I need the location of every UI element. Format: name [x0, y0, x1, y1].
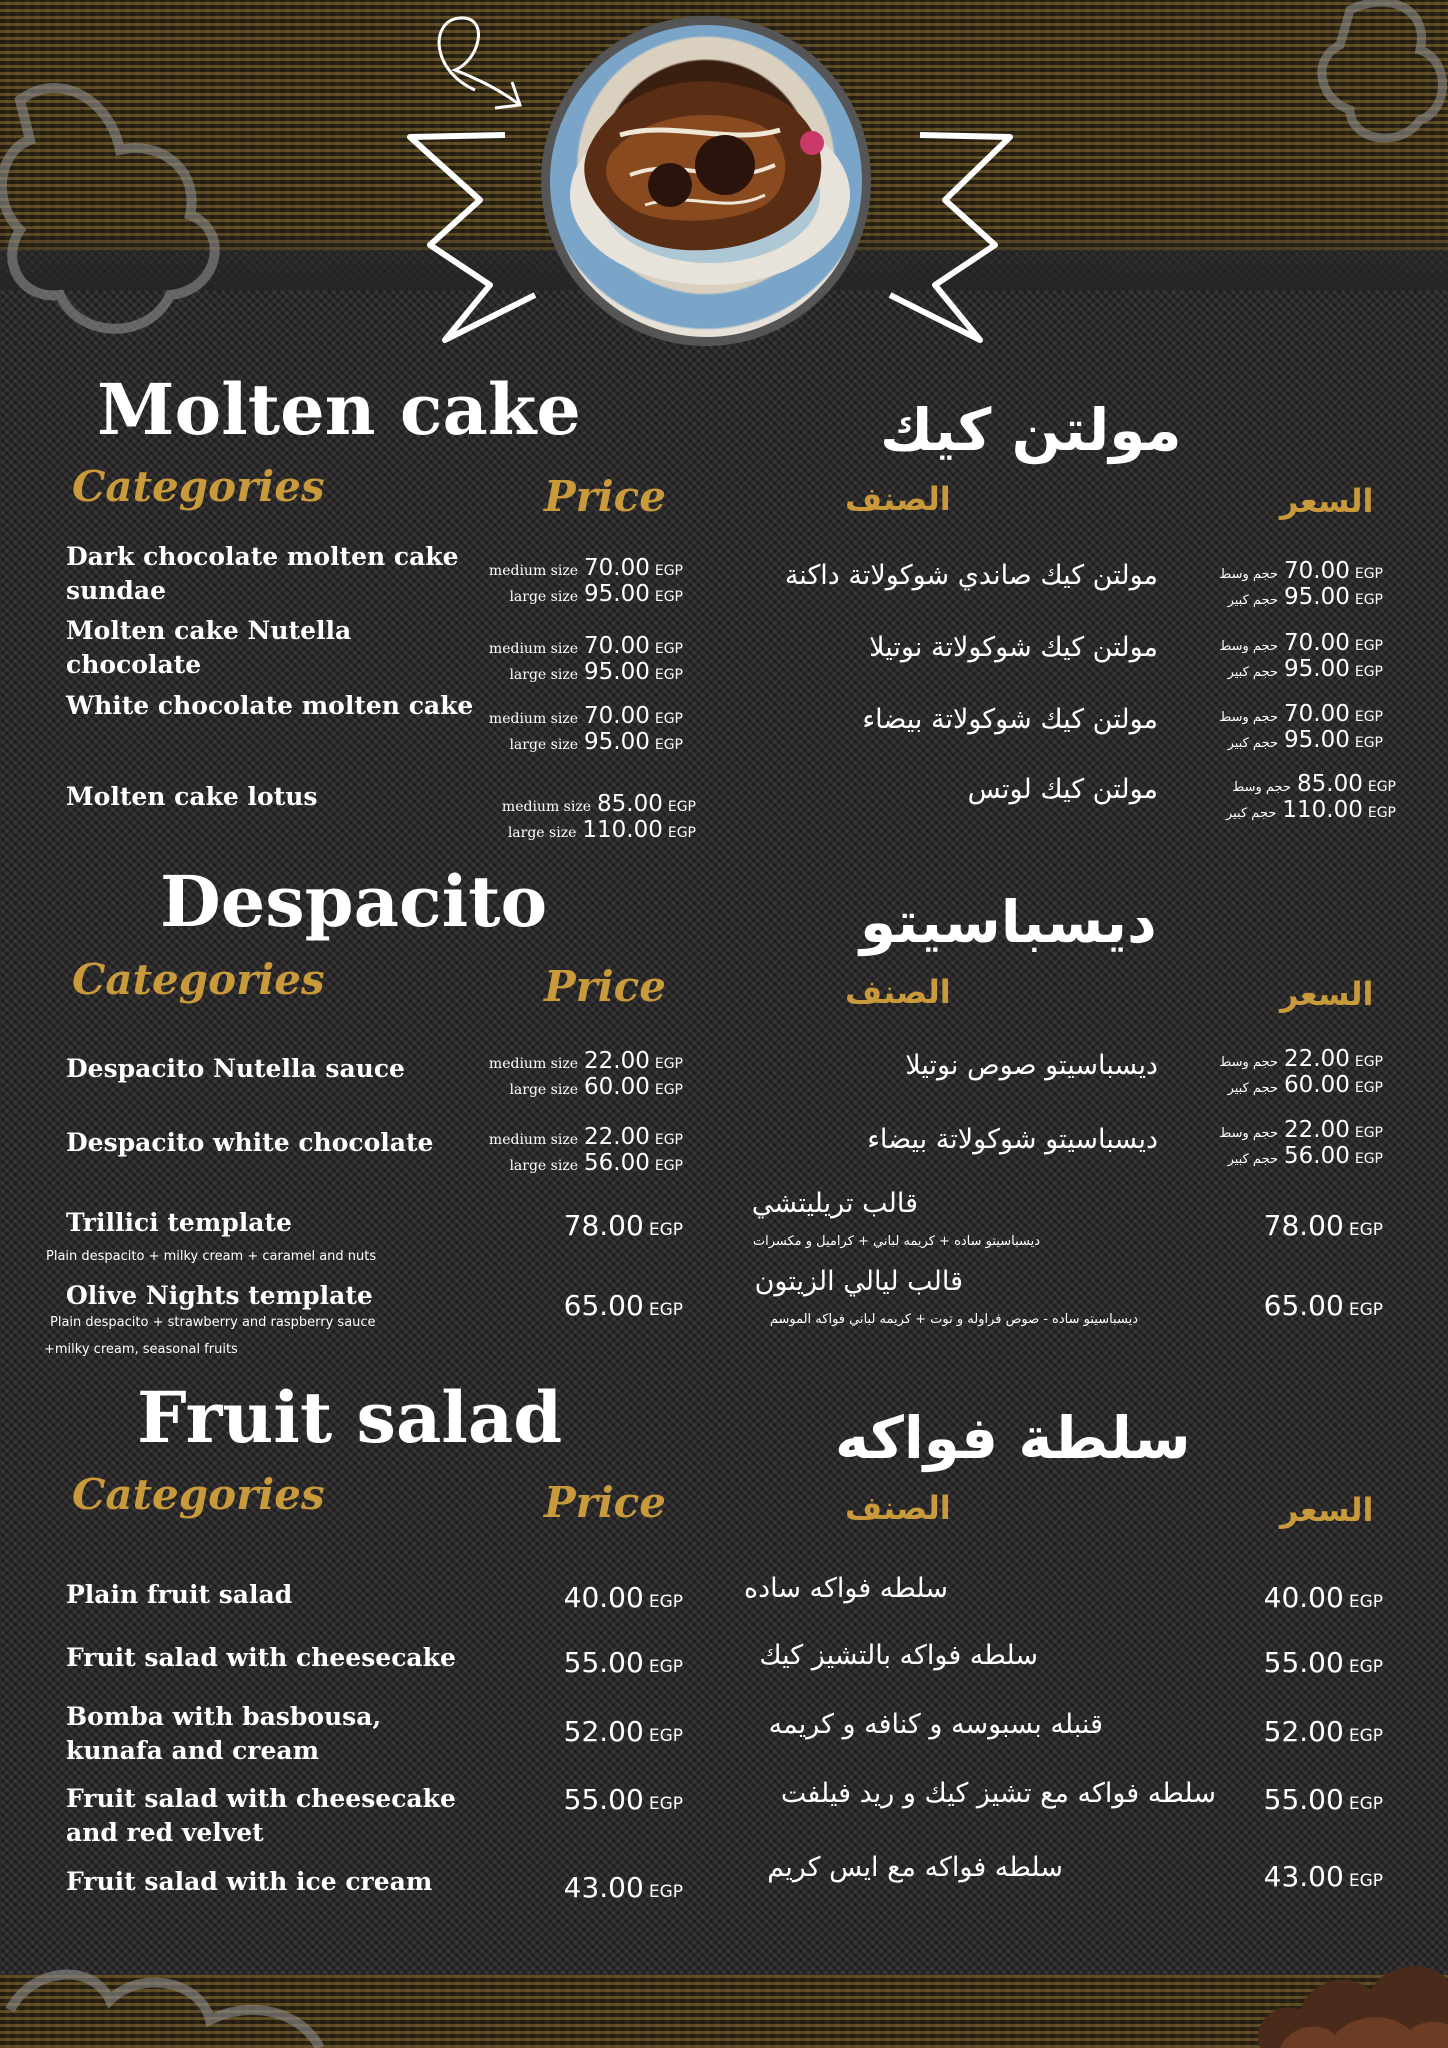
currency: EGP	[1348, 1871, 1383, 1891]
menu-item-name-ar: سلطه فواكه ساده	[743, 1573, 948, 1604]
column-header-category-ar: الصنف	[845, 480, 951, 518]
menu-item-name-ar: مولتن كيك لوتس	[967, 774, 1158, 805]
price-value: 85.00	[597, 791, 663, 817]
price-value: 65.00	[1263, 1289, 1344, 1322]
size-label-ar: حجم كبير	[1227, 593, 1278, 608]
currency: EGP	[648, 1726, 683, 1746]
currency: EGP	[648, 1300, 683, 1320]
currency: EGP	[654, 1158, 683, 1174]
price-single-ar	[1264, 1857, 1383, 1901]
size-label: medium size	[488, 711, 578, 727]
price-single-ar	[1264, 1286, 1383, 1330]
price-value: 43.00	[563, 1871, 644, 1904]
size-label-ar: حجم كبير	[1227, 1152, 1278, 1167]
currency: EGP	[654, 563, 683, 579]
currency: EGP	[1354, 664, 1383, 680]
menu-item-name: Despacito white chocolate	[66, 1128, 434, 1157]
price-block-ar	[1219, 1046, 1383, 1098]
price-value: 40.00	[563, 1581, 644, 1614]
size-label: large size	[509, 667, 578, 683]
size-label: large size	[509, 1082, 578, 1098]
price-single-ar	[1264, 1712, 1383, 1756]
size-label-ar: حجم كبير	[1225, 806, 1277, 821]
price-value: 43.00	[1263, 1860, 1344, 1893]
price-block-ar	[1219, 630, 1383, 682]
price-block-ar	[1219, 701, 1383, 753]
cookie-outline-decoration-left	[0, 40, 250, 340]
size-label: large size	[509, 1158, 578, 1174]
currency: EGP	[654, 737, 683, 753]
column-header-categories: Categories	[72, 1470, 325, 1519]
size-label-ar: حجم كبير	[1227, 736, 1278, 751]
currency: EGP	[654, 711, 683, 727]
price-single-ar	[1264, 1206, 1383, 1250]
currency: EGP	[654, 1132, 683, 1148]
price-value: 22.00	[584, 1124, 650, 1150]
menu-item-description-ar: ديسباسيتو ساده + كريمه لباني + كراميل و مكسرات	[752, 1234, 1040, 1249]
price-value: 95.00	[584, 581, 650, 607]
menu-item-description: +milky cream, seasonal fruits	[44, 1342, 238, 1357]
cookie-outline-decoration-right	[1310, 0, 1448, 150]
column-header-category-ar: الصنف	[845, 1489, 951, 1527]
currency: EGP	[654, 667, 683, 683]
currency: EGP	[648, 1794, 683, 1814]
column-header-price-ar: السعر	[1280, 482, 1374, 520]
price-single-ar	[1264, 1780, 1383, 1824]
price-value: 22.00	[1284, 1046, 1350, 1072]
column-header-category-ar: الصنف	[845, 973, 951, 1011]
menu-item-name: Plain fruit salad	[66, 1580, 293, 1609]
currency: EGP	[1354, 1054, 1383, 1070]
menu-item-name-ar: مولتن كيك صاندي شوكولاتة داكنة	[784, 560, 1158, 591]
price-value: 85.00	[1297, 771, 1363, 797]
currency: EGP	[1348, 1220, 1383, 1240]
price-value: 56.00	[584, 1150, 650, 1176]
currency: EGP	[654, 1082, 683, 1098]
column-header-price: Price	[544, 472, 666, 521]
price-block	[489, 703, 683, 755]
price-block-ar	[1219, 1117, 1383, 1169]
size-label: large size	[509, 737, 578, 753]
currency: EGP	[654, 1056, 683, 1072]
currency: EGP	[1348, 1657, 1383, 1677]
starburst-right-decoration	[870, 125, 1020, 355]
price-value: 95.00	[584, 659, 650, 685]
size-label: medium size	[501, 799, 591, 815]
menu-item-name-ar: سلطه فواكه مع ايس كريم	[767, 1852, 1063, 1883]
chocolate-splash-decoration	[1240, 1930, 1448, 2048]
menu-item-name-ar: قالب ليالي الزيتون	[754, 1266, 963, 1297]
size-label-ar: حجم وسط	[1219, 639, 1278, 654]
price-single	[564, 1578, 683, 1622]
currency: EGP	[1348, 1794, 1383, 1814]
size-label-ar: حجم كبير	[1227, 1081, 1278, 1096]
price-value: 52.00	[563, 1715, 644, 1748]
currency: EGP	[1354, 566, 1383, 582]
price-value: 110.00	[1282, 797, 1363, 823]
price-value: 70.00	[584, 703, 650, 729]
price-value: 95.00	[1284, 656, 1350, 682]
price-value: 55.00	[1263, 1646, 1344, 1679]
price-single	[564, 1780, 683, 1824]
menu-item-name: Olive Nights template	[66, 1281, 373, 1310]
currency: EGP	[1348, 1726, 1383, 1746]
currency: EGP	[654, 641, 683, 657]
price-value: 95.00	[584, 729, 650, 755]
currency: EGP	[648, 1882, 683, 1902]
price-value: 70.00	[1284, 701, 1350, 727]
currency: EGP	[1354, 1125, 1383, 1141]
menu-item-name-ar: سلطه فواكه بالتشيز كيك	[759, 1640, 1038, 1671]
section-title-molten-cake-ar: مولتن كيك	[880, 396, 1182, 464]
size-label: large size	[507, 825, 577, 841]
price-value: 55.00	[563, 1646, 644, 1679]
size-label-ar: حجم وسط	[1219, 710, 1278, 725]
column-header-price: Price	[544, 962, 666, 1011]
menu-item-name: Despacito Nutella sauce	[66, 1054, 405, 1083]
menu-item-name: Dark chocolate molten cake sundae	[66, 542, 459, 605]
price-block	[489, 1048, 683, 1100]
price-value: 78.00	[563, 1209, 644, 1242]
menu-item-description: Plain despacito + strawberry and raspberry sauce	[50, 1315, 376, 1330]
price-single	[564, 1868, 683, 1912]
column-header-price-ar: السعر	[1280, 1491, 1374, 1529]
price-value: 56.00	[1284, 1143, 1350, 1169]
column-header-price: Price	[544, 1478, 666, 1527]
currency: EGP	[1367, 805, 1396, 821]
column-header-categories: Categories	[72, 462, 325, 511]
menu-item-name-ar: قنبله بسبوسه و كنافه و كريمه	[768, 1709, 1103, 1740]
menu-item-name: Fruit salad with cheesecake	[66, 1643, 456, 1672]
menu-item-name: Bomba with basbousa, kunafa and cream	[66, 1702, 382, 1765]
size-label-ar: حجم وسط	[1219, 1126, 1278, 1141]
price-value: 60.00	[1284, 1072, 1350, 1098]
currency: EGP	[667, 799, 696, 815]
price-block-ar	[1219, 558, 1383, 610]
price-value: 40.00	[1263, 1581, 1344, 1614]
size-label-ar: حجم وسط	[1219, 567, 1278, 582]
size-label: medium size	[488, 1056, 578, 1072]
currency: EGP	[1348, 1300, 1383, 1320]
currency: EGP	[648, 1220, 683, 1240]
price-value: 110.00	[582, 817, 663, 843]
arrow-doodle-icon	[420, 10, 530, 115]
menu-item-name: White chocolate molten cake	[66, 691, 474, 720]
price-single	[564, 1712, 683, 1756]
cookie-outline-decoration-bottom	[0, 1950, 330, 2048]
menu-item-name: Fruit salad with ice cream	[66, 1867, 433, 1896]
section-title-fruit-salad-ar: سلطة فواكه	[835, 1404, 1191, 1472]
price-value: 95.00	[1284, 727, 1350, 753]
column-header-price-ar: السعر	[1280, 975, 1374, 1013]
currency: EGP	[1354, 1080, 1383, 1096]
menu-item-description-ar: ديسباسيتو ساده - صوص فراوله و توت + كريمه لباني فواكه الموسم	[769, 1312, 1138, 1327]
menu-item-name-ar: ديسباسيتو صوص نوتيلا	[905, 1050, 1158, 1081]
size-label-ar: حجم وسط	[1232, 780, 1291, 795]
price-value: 70.00	[584, 555, 650, 581]
price-value: 22.00	[584, 1048, 650, 1074]
price-value: 65.00	[563, 1289, 644, 1322]
price-value: 60.00	[584, 1074, 650, 1100]
currency: EGP	[1354, 735, 1383, 751]
price-block	[489, 1124, 683, 1176]
price-value: 52.00	[1263, 1715, 1344, 1748]
menu-item-name: Molten cake lotus	[66, 782, 318, 811]
menu-item-name: Molten cake Nutella chocolate	[66, 616, 352, 679]
price-value: 95.00	[1284, 584, 1350, 610]
molten-cake-photo	[541, 16, 871, 346]
price-value: 55.00	[1263, 1783, 1344, 1816]
currency: EGP	[648, 1592, 683, 1612]
starburst-left-decoration	[405, 125, 555, 355]
price-value: 70.00	[1284, 558, 1350, 584]
menu-item-name: Trillici template	[66, 1208, 292, 1237]
menu-item-name-ar: سلطه فواكه مع تشيز كيك و ريد فيلفت	[780, 1778, 1216, 1809]
price-value: 70.00	[584, 633, 650, 659]
size-label-ar: حجم كبير	[1227, 665, 1278, 680]
currency: EGP	[667, 825, 696, 841]
price-value: 70.00	[1284, 630, 1350, 656]
section-title-despacito-ar: ديسباسيتو	[860, 888, 1157, 956]
size-label: medium size	[488, 641, 578, 657]
price-value: 78.00	[1263, 1209, 1344, 1242]
menu-item-name-ar: مولتن كيك شوكولاتة بيضاء	[862, 704, 1158, 735]
size-label-ar: حجم وسط	[1219, 1055, 1278, 1070]
menu-item-name-ar: مولتن كيك شوكولاتة نوتيلا	[869, 632, 1158, 663]
size-label: medium size	[488, 1132, 578, 1148]
menu-item-description: Plain despacito + milky cream + caramel and nuts	[46, 1249, 377, 1264]
currency: EGP	[1348, 1592, 1383, 1612]
section-title-despacito: Despacito	[160, 860, 548, 943]
menu-item-name-ar: قالب تريليتشي	[751, 1188, 918, 1219]
currency: EGP	[648, 1657, 683, 1677]
price-block	[489, 633, 683, 685]
column-header-categories: Categories	[72, 955, 325, 1004]
price-block	[502, 791, 696, 843]
currency: EGP	[1354, 1151, 1383, 1167]
size-label: medium size	[488, 563, 578, 579]
currency: EGP	[654, 589, 683, 605]
section-title-molten-cake: Molten cake	[97, 368, 581, 451]
price-single-ar	[1264, 1643, 1383, 1687]
currency: EGP	[1354, 592, 1383, 608]
price-block	[489, 555, 683, 607]
size-label: large size	[509, 589, 578, 605]
section-title-fruit-salad: Fruit salad	[137, 1376, 563, 1459]
price-value: 55.00	[563, 1783, 644, 1816]
price-single-ar	[1264, 1578, 1383, 1622]
price-single	[564, 1206, 683, 1250]
currency: EGP	[1354, 638, 1383, 654]
price-block-ar	[1226, 771, 1396, 823]
price-value: 22.00	[1284, 1117, 1350, 1143]
price-single	[564, 1643, 683, 1687]
currency: EGP	[1367, 779, 1396, 795]
menu-item-name: Fruit salad with cheesecake and red velvet	[66, 1784, 456, 1847]
menu-item-name-ar: ديسباسيتو شوكولاتة بيضاء	[867, 1124, 1158, 1155]
price-single	[564, 1286, 683, 1330]
currency: EGP	[1354, 709, 1383, 725]
